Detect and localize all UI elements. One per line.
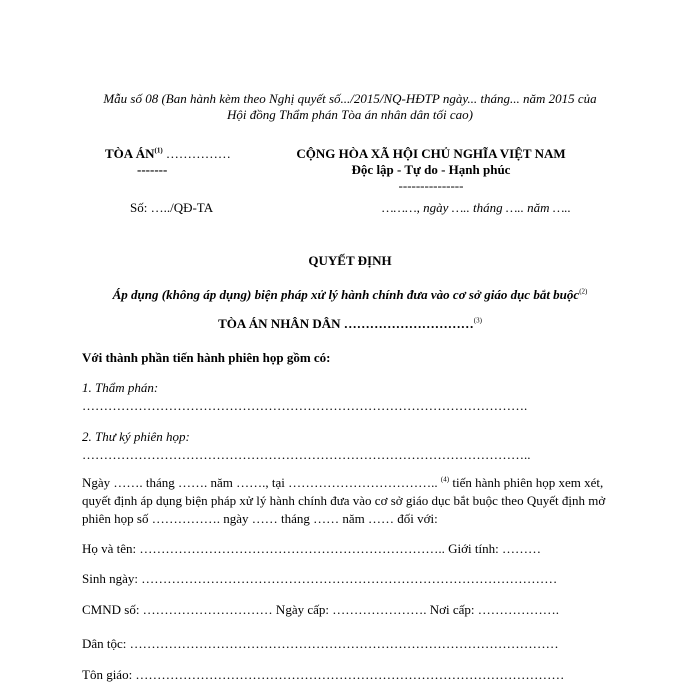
national-motto: Độc lập - Tự do - Hạnh phúc: [351, 162, 511, 177]
judge-dots: ………………………………………………………………………………………….: [82, 398, 528, 413]
footnote-3: (3): [473, 316, 482, 325]
decision-number: Số: …../QĐ-TA: [130, 200, 214, 215]
court-dots: ……………: [162, 146, 231, 161]
document-title: QUYẾT ĐỊNH: [308, 253, 392, 268]
id-card-line: CMND số: ………………………… Ngày cấp: …………………. Nơi cấp: ……………….: [82, 602, 560, 617]
court-label: TÒA ÁN: [105, 146, 155, 161]
motto-divider: ---------------: [398, 178, 464, 193]
meeting-paragraph: Ngày ……. tháng ……. năm ……., tại …………………………….. $^{(4)}$ tiến hành phiên họp xem xét, quyết định áp dụng biện pháp xử lý hành chính đưa vào cơ sở giáo dục bắt buộc theo Quyết định mở phiên họp số ……………. ngày …… tháng …… năm …… đối với:: [82, 475, 606, 526]
date-of-birth-line: Sinh ngày: ……………………………………………………………………………………: [82, 571, 558, 586]
court-divider: -------: [137, 162, 168, 177]
ethnicity-line: Dân tộc: ………………………………………………………………………………………: [82, 636, 559, 651]
republic-title: CỘNG HÒA XÃ HỘI CHỦ NGHĨA VIỆT NAM: [296, 146, 566, 161]
form-note-line-1: Mẫu số 08 (Ban hành kèm theo Nghị quyết số.../2015/NQ-HĐTP ngày... tháng... năm 2015 của: [103, 91, 597, 106]
document-subtitle: Áp dụng (không áp dụng) biện pháp xử lý hành chính đưa vào cơ sở giáo dục bắt buộc$^{(2)}$: [112, 287, 588, 302]
composition-heading: Với thành phần tiến hành phiên họp gồm có:: [82, 350, 331, 365]
court-header: [105, 146, 231, 162]
secretary-label: 2. Thư ký phiên họp:: [82, 429, 190, 444]
religion-line: Tôn giáo: ………………………………………………………………………………………: [82, 667, 565, 682]
footnote-1: (1): [154, 146, 163, 155]
judge-label: 1. Thẩm phán:: [82, 380, 159, 395]
form-note-line-2: Hội đồng Thẩm phán Tòa án nhân dân tối cao): [227, 107, 473, 122]
court-name-line: TÒA ÁN NHÂN DÂN …………………………$^{(3)}$: [218, 316, 482, 331]
footnote-2: (2): [579, 287, 588, 296]
footnote-4: (4): [440, 475, 450, 484]
name-gender-line: Họ và tên: …………………………………………………………….. Giới tính: ………: [82, 541, 541, 556]
issue-date: ………, ngày ….. tháng ….. năm …..: [382, 200, 571, 215]
secretary-dots: …………………………………………………………………………………………..: [82, 447, 531, 462]
